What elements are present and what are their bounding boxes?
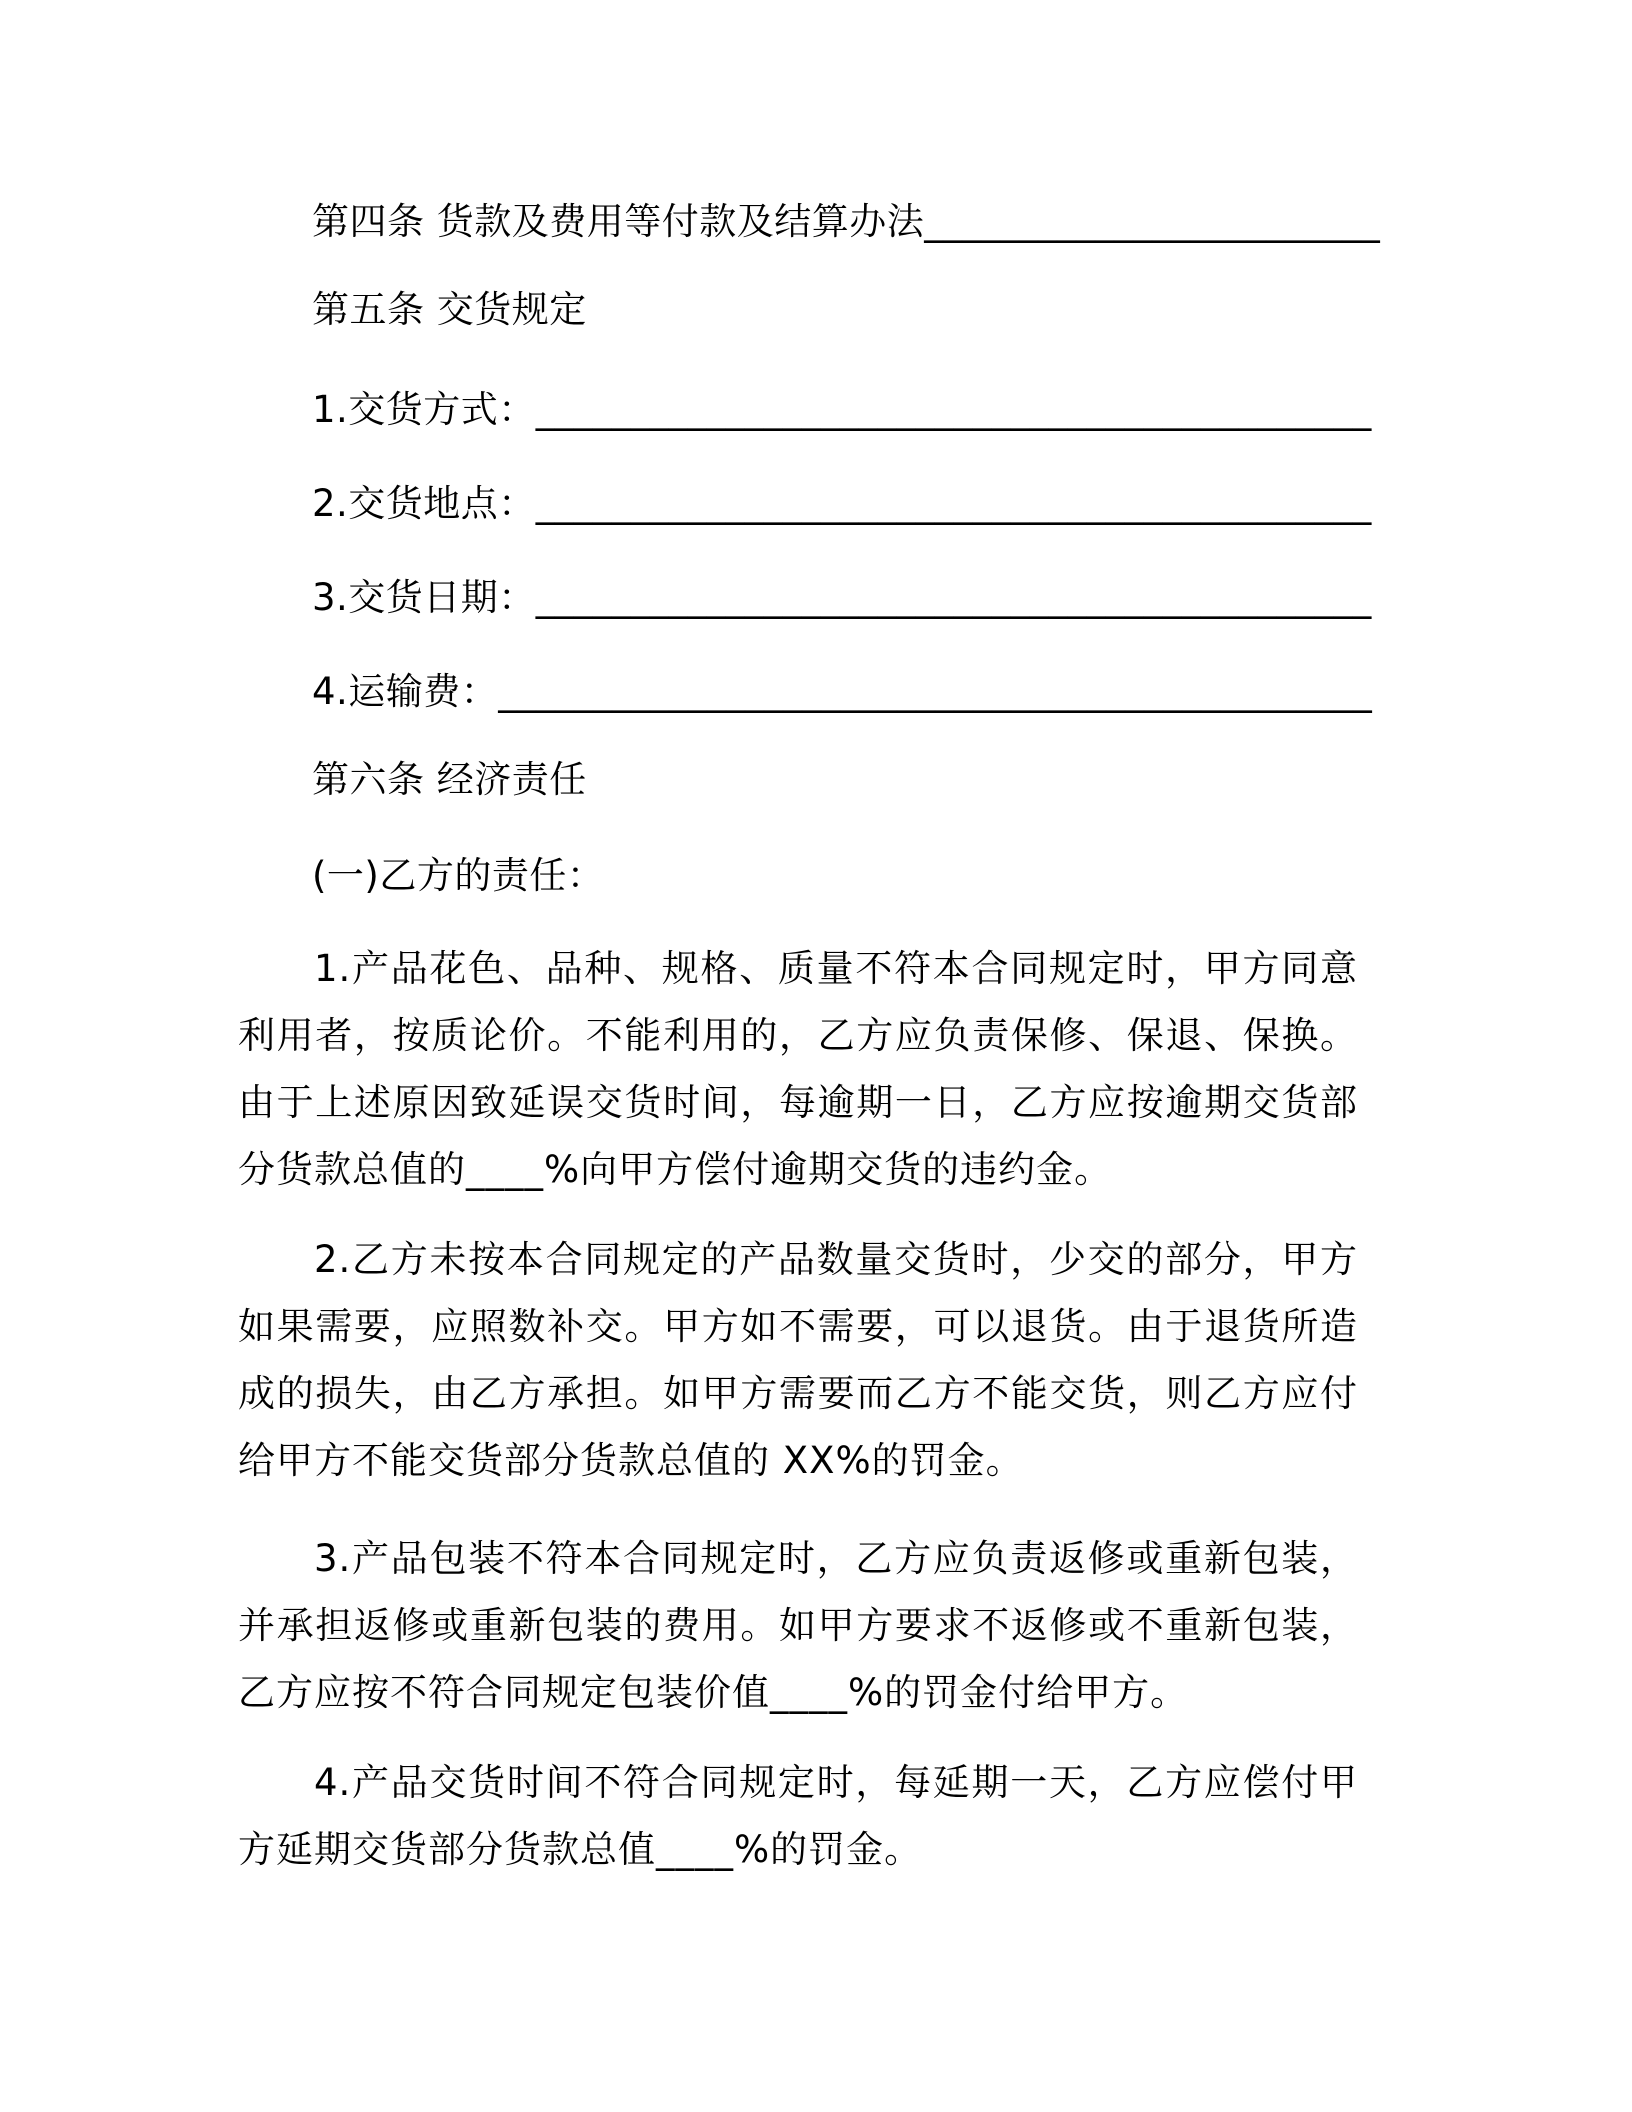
paragraph-3-packaging: 3.产品包装不符本合同规定时，乙方应负责返修或重新包装，并承担返修或重新包装的费用。如甲方要求不返修或不重新包装，乙方应按不符合同规定包装价值____%的罚金付给甲方。 xyxy=(238,1537,1358,1714)
paragraph-1-quality: 1.产品花色、品种、规格、质量不符本合同规定时，甲方同意利用者，按质论价。不能利用的，乙方应负责保修、保退、保换。由于上述原因致延误交货时间，每逾期一日，乙方应按逾期交货部分货款总值的____%向甲方偿付逾期交货的违约金。 xyxy=(238,947,1358,1191)
transport-fee-line: 4.运输费：______________________________________________ xyxy=(312,670,1373,713)
paragraph-2-quantity: 2.乙方未按本合同规定的产品数量交货时，少交的部分，甲方如果需要，应照数补交。甲方如不需要，可以退货。由于退货所造成的损失，由乙方承担。如甲方需要而乙方不能交货，则乙方应付给甲方不能交货部分货款总值的 XX%的罚金。 xyxy=(238,1238,1358,1482)
paragraph-4-delay: 4.产品交货时间不符合同规定时，每延期一天，乙方应偿付甲方延期交货部分货款总值____%的罚金。 xyxy=(238,1761,1358,1871)
article-5-heading: 第五条 交货规定 xyxy=(312,288,587,331)
article-4-payment-settlement: 第四条 货款及费用等付款及结算办法________________________ xyxy=(312,200,1381,243)
article-6-heading: 第六条 经济责任 xyxy=(312,758,587,801)
delivery-date-line: 3.交货日期：____________________________________________ xyxy=(312,576,1372,619)
delivery-method-line: 1.交货方式：____________________________________________ xyxy=(312,388,1372,431)
party-b-responsibility-heading: (一)乙方的责任： xyxy=(312,854,605,897)
delivery-location-line: 2.交货地点：____________________________________________ xyxy=(312,482,1372,525)
